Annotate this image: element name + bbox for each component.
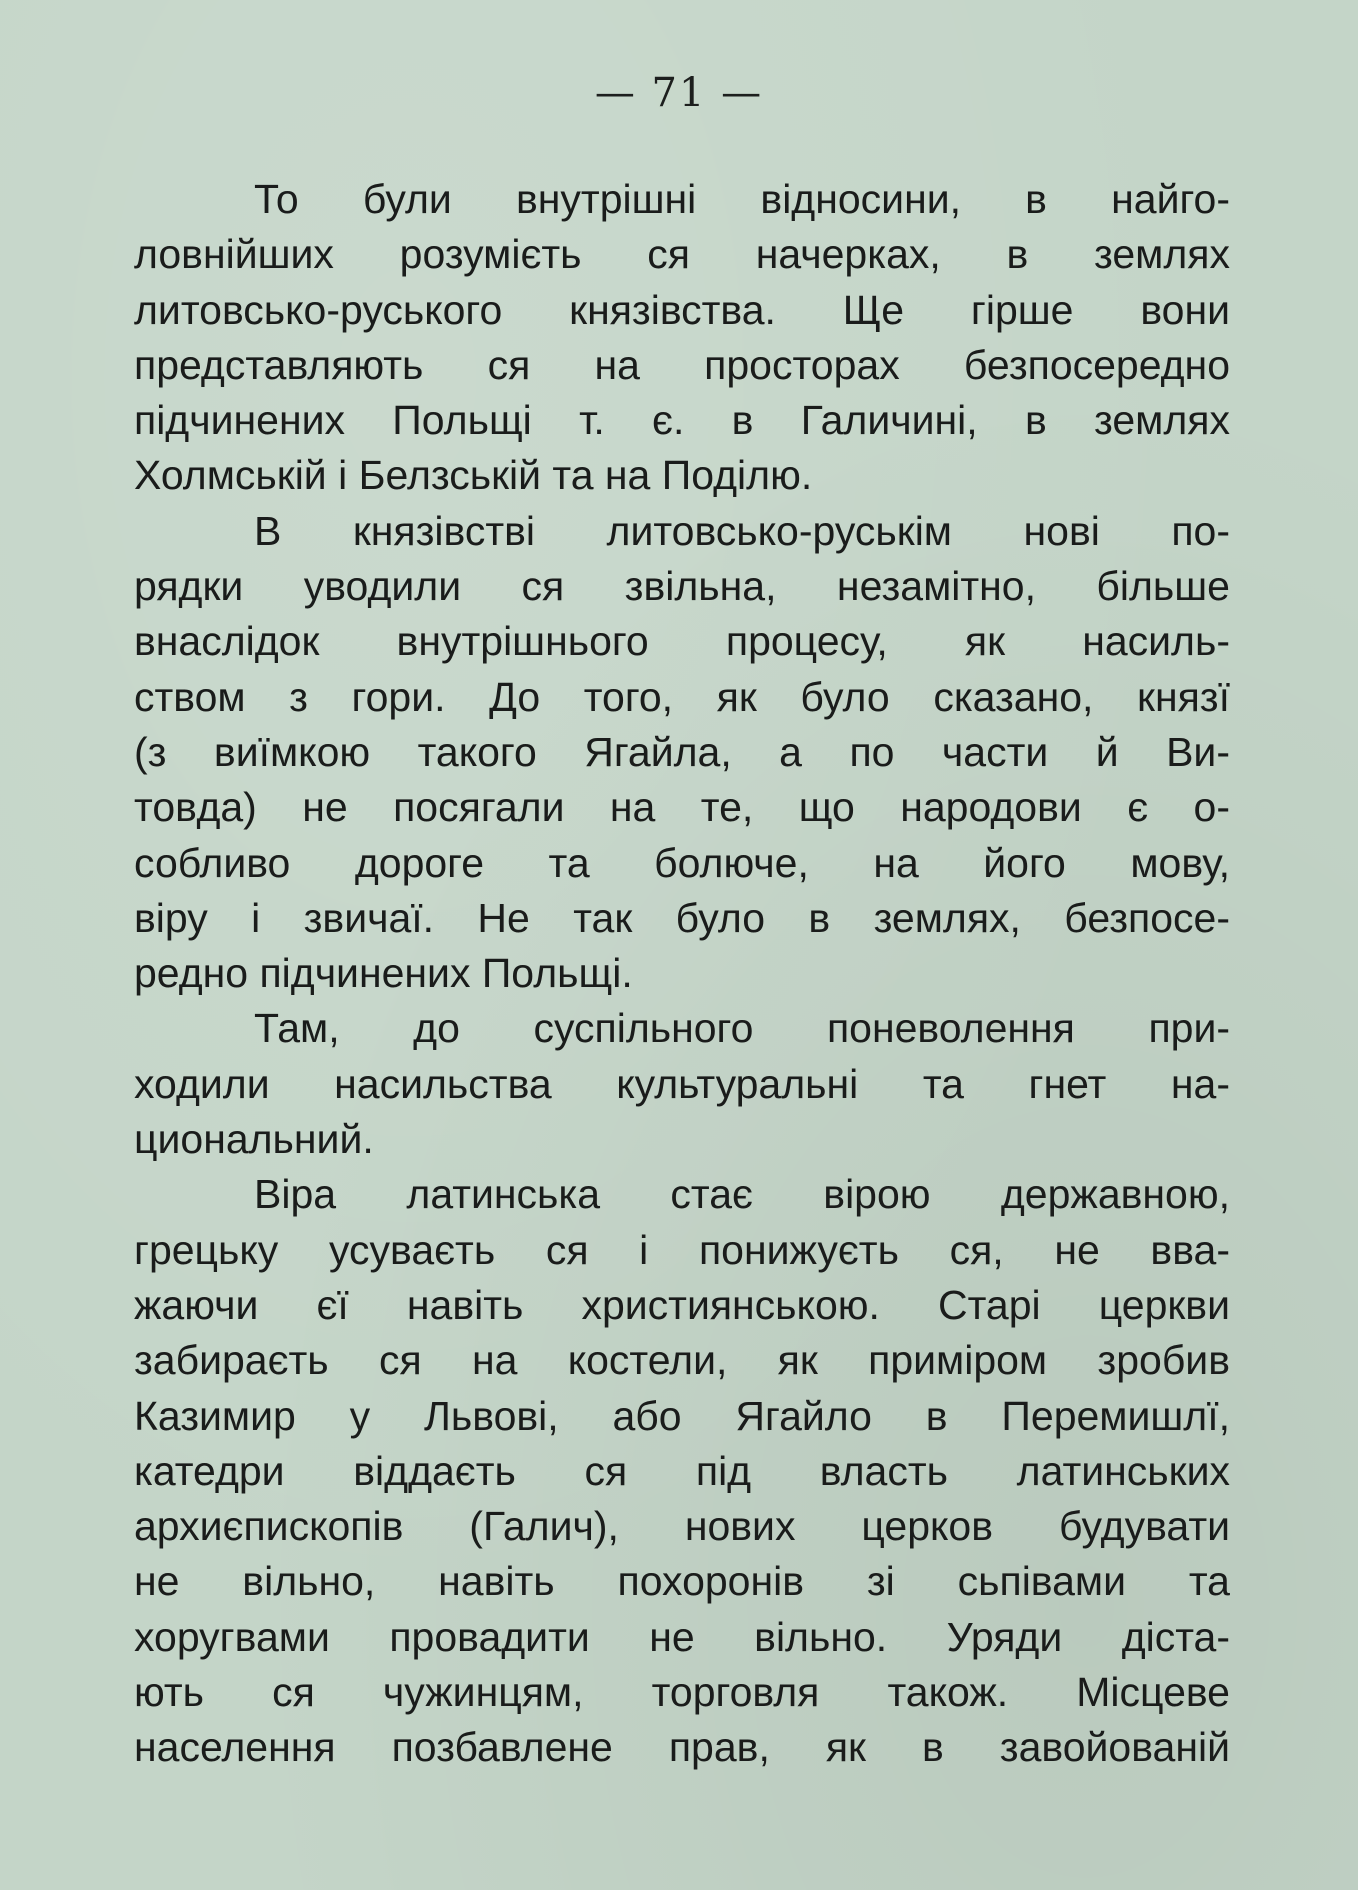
text-line: хоругвами провадити не вільно. Уряди діста-	[134, 1613, 1230, 1660]
text-line: архиєпископів (Галич), нових церков будувати	[134, 1503, 1230, 1550]
text-line: товда) не посягали на те, що народови є о-	[134, 784, 1230, 831]
text-line: представляють ся на просторах безпосередно	[134, 341, 1230, 388]
text-line: грецьку усуваєть ся і понижуєть ся, не вва-	[134, 1226, 1230, 1273]
text-line: жаючи єї навіть християнською. Старі церкви	[134, 1281, 1230, 1328]
text-line: редно підчинених Польщі.	[134, 950, 633, 997]
text-line: литовсько-руського князівства. Ще гірше вони	[134, 286, 1230, 333]
text-line: ють ся чужинцям, торговля також. Місцеве	[134, 1669, 1230, 1716]
text-line: Віра латинська стає вірою державною,	[254, 1171, 1230, 1218]
text-line: То були внутрішні відносини, в найго-	[254, 176, 1230, 222]
text-line: внаслідок внутрішнього процесу, як насиль-	[134, 618, 1230, 665]
text-line: катедри віддаєть ся під власть латинських	[134, 1447, 1230, 1494]
text-line: підчинених Польщі т. є. в Галичині, в землях	[134, 397, 1230, 444]
text-line: Там, до суспільного поневолення при-	[254, 1005, 1230, 1052]
text-line: (з виїмкою такого Ягайла, а по части й Ви-	[134, 728, 1230, 775]
text-line: ходили насильства культуральні та гнет на-	[134, 1060, 1230, 1107]
body-text	[134, 172, 1230, 1776]
text-line: циональний.	[134, 1116, 374, 1163]
text-line: населення позбавлене прав, як в завойованій	[134, 1724, 1230, 1771]
text-line: В князівстві литовсько-руськім нові по-	[254, 507, 1230, 554]
text-line: Казимир у Львові, або Ягайло в Перемишлї,	[134, 1392, 1230, 1439]
text-line: віру і звичаї. Не так було в землях, безпосе-	[134, 894, 1230, 941]
text-line: ловнійших розумієть ся начерках, в землях	[134, 231, 1230, 278]
text-line: не вільно, навіть похоронів зі сьпівами та	[134, 1558, 1230, 1605]
text-line: рядки уводили ся звільна, незамітно, більше	[134, 563, 1230, 610]
text-line: Холмській і Белзській та на Поділю.	[134, 452, 813, 499]
text-line: ством з гори. До того, як було сказано, князї	[134, 673, 1230, 720]
text-line: собливо дороге та болюче, на його мову,	[134, 839, 1230, 886]
text-line: забираєть ся на костели, як приміром зробив	[134, 1337, 1230, 1384]
page-number: — 71 —	[594, 70, 764, 116]
